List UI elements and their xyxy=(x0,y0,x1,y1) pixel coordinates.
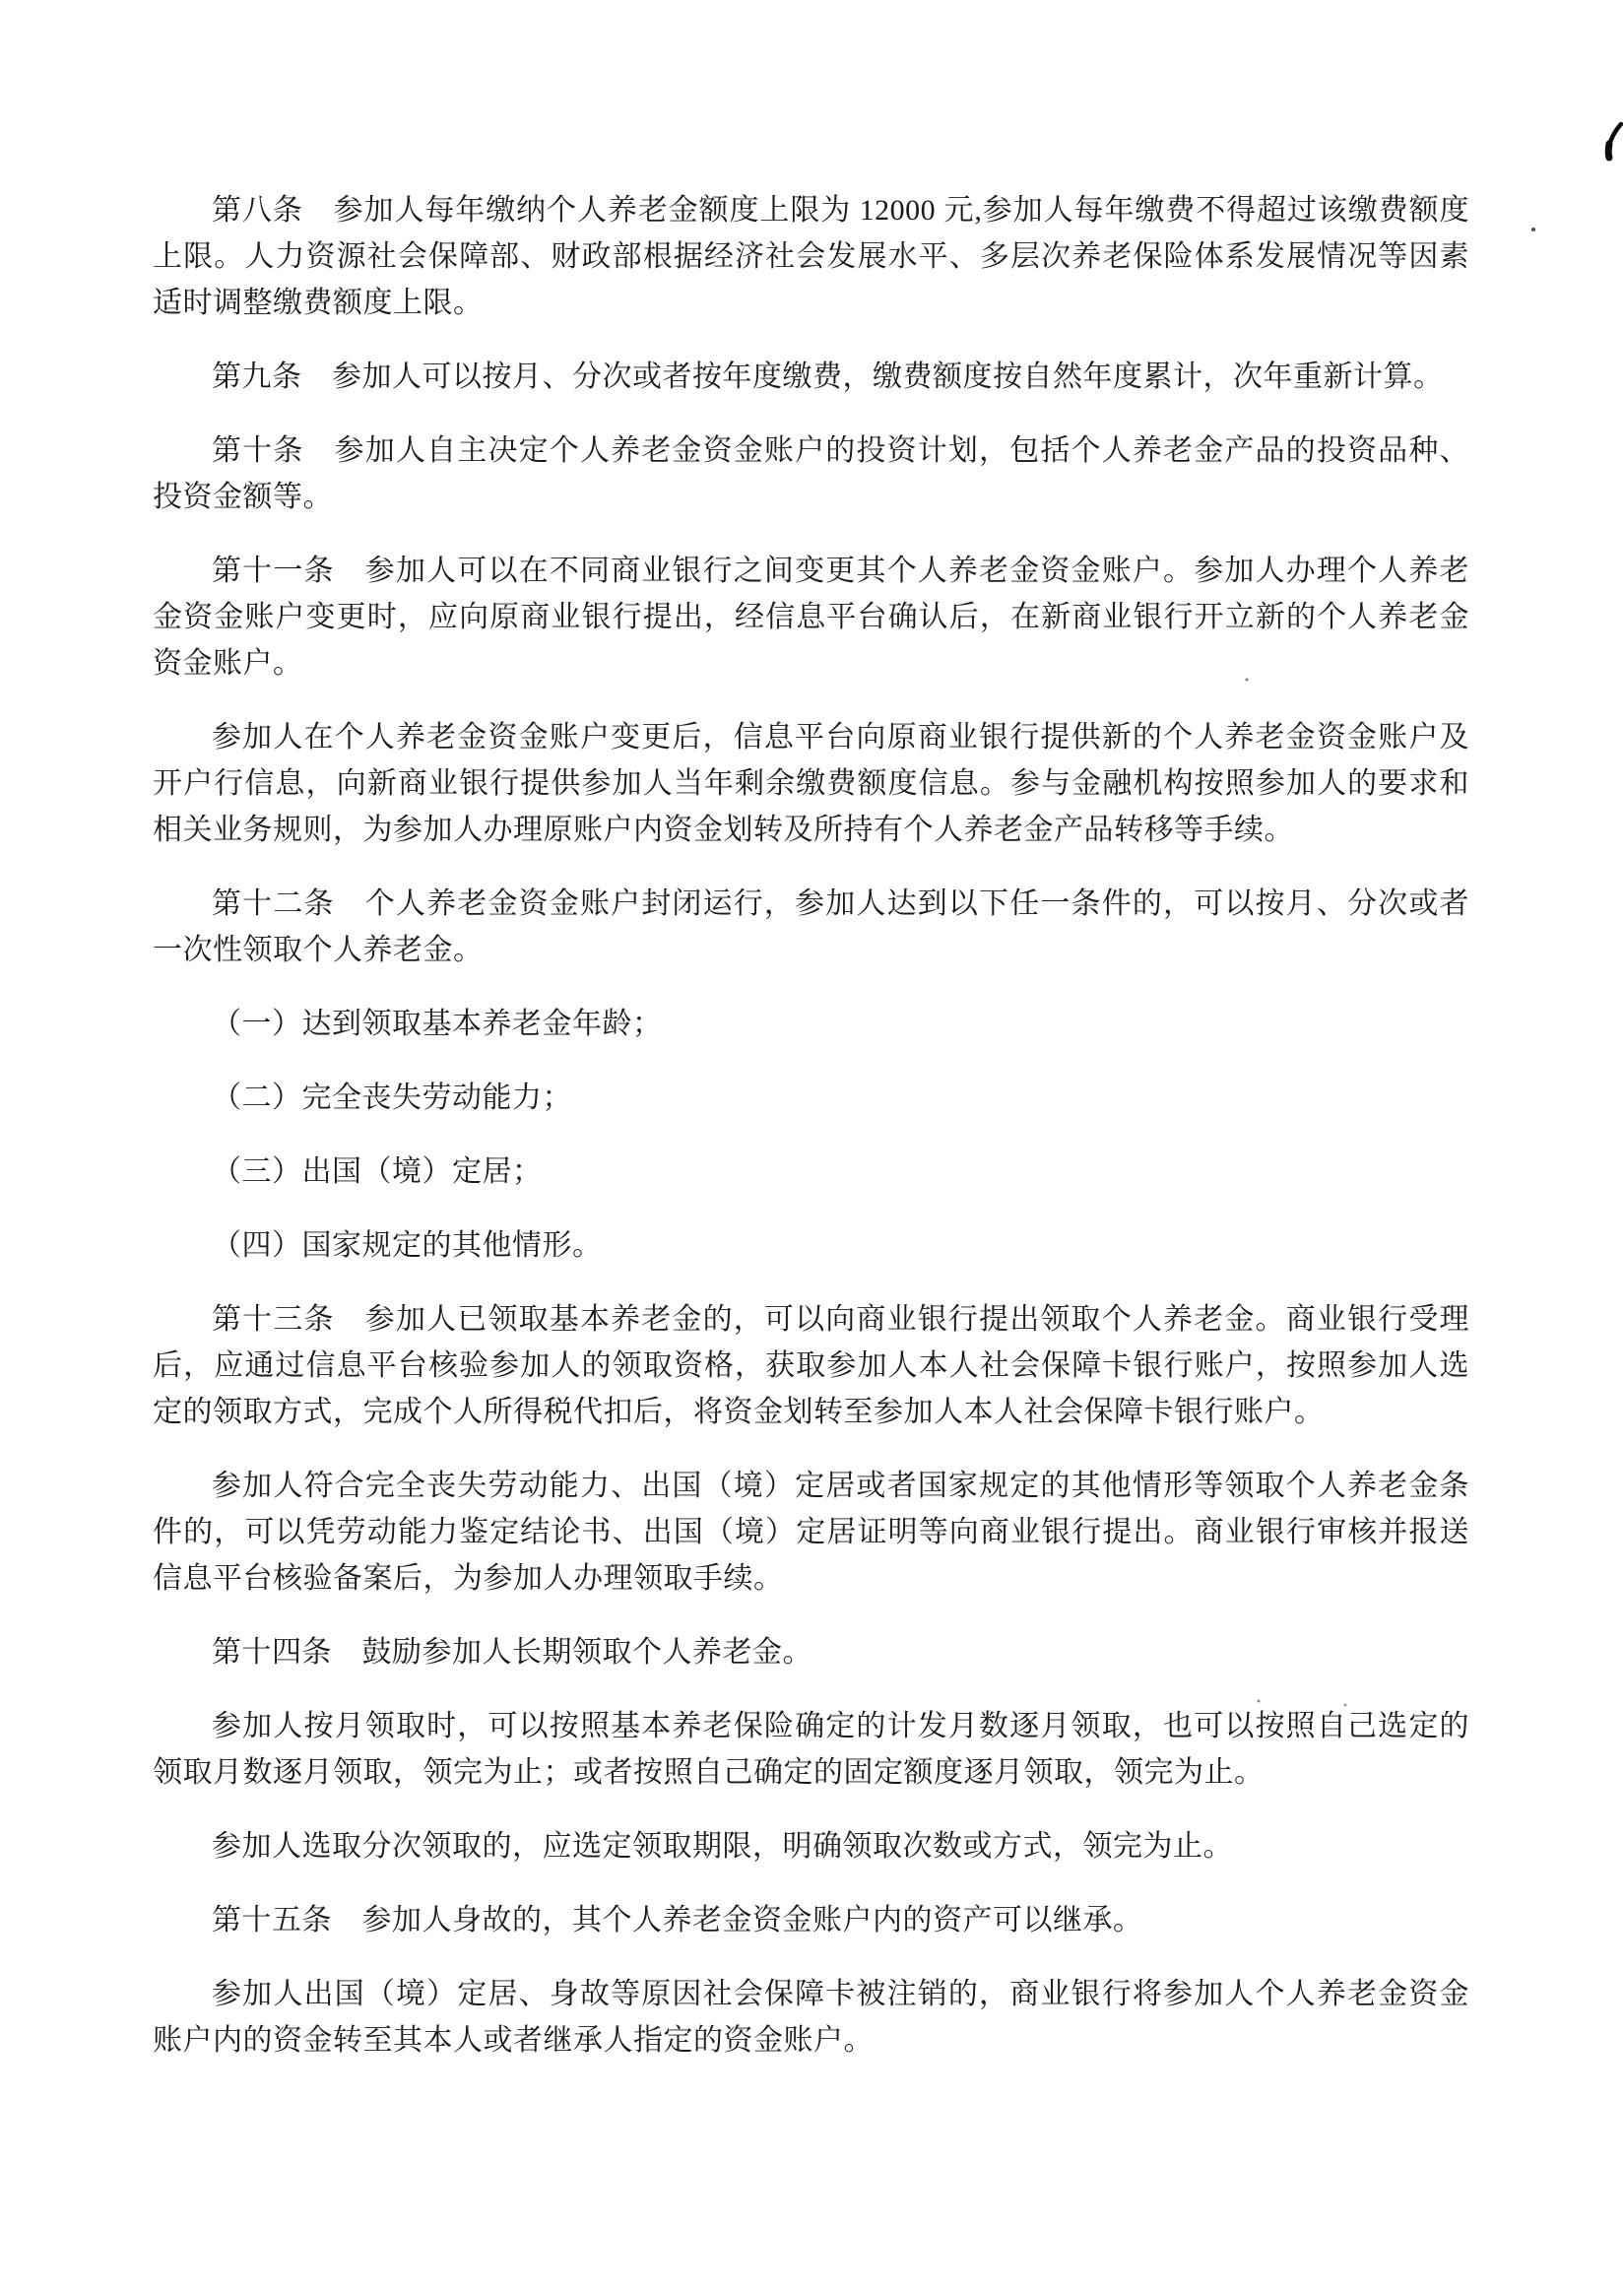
paragraph-article-15-continued: 参加人出国（境）定居、身故等原因社会保障卡被注销的，商业银行将参加人个人养老金资金账户内的资金转至其本人或者继承人指定的资金账户。 xyxy=(153,1978,1469,2057)
document-text-block xyxy=(153,187,1469,2091)
paragraph-article-11: 第十一条 参加人可以在不同商业银行之间变更其个人养老金资金账户。参加人办理个人养老金资金账户变更时，应向原商业银行提出，经信息平台确认后，在新商业银行开立新的个人养老金资金账户。 xyxy=(153,555,1469,680)
scan-speck xyxy=(1531,228,1535,231)
paragraph-article-8: 第八条 参加人每年缴纳个人养老金额度上限为 12000 元,参加人每年缴费不得超过该缴费额度上限。人力资源社会保障部、财政部根据经济社会发展水平、多层次养老保险体系发展情况等因素适时调整缴费额度上限。 xyxy=(153,194,1469,319)
paragraph-article-12: 第十二条 个人养老金资金账户封闭运行，参加人达到以下任一条件的，可以按月、分次或者一次性领取个人养老金。 xyxy=(153,887,1469,966)
paragraph-article-14-installments: 参加人选取分次领取的，应选定领取期限，明确领取次数或方式，领完为止。 xyxy=(212,1830,1233,1863)
paragraph-article-11-continued: 参加人在个人养老金资金账户变更后，信息平台向原商业银行提供新的个人养老金资金账户及开户行信息，向新商业银行提供参加人当年剩余缴费额度信息。参与金融机构按照参加人的要求和相关业务规则，为参加人办理原账户内资金划转及所持有个人养老金产品转移等手续。 xyxy=(153,721,1469,846)
paragraph-article-15: 第十五条 参加人身故的，其个人养老金资金账户内的资产可以继承。 xyxy=(212,1904,1143,1936)
paragraph-article-9: 第九条 参加人可以按月、分次或者按年度缴费，缴费额度按自然年度累计，次年重新计算。 xyxy=(212,361,1444,393)
paragraph-article-10: 第十条 参加人自主决定个人养老金资金账户的投资计划，包括个人养老金产品的投资品种、投资金额等。 xyxy=(153,434,1469,513)
list-item-4: （四）国家规定的其他情形。 xyxy=(212,1229,603,1262)
list-item-2: （二）完全丧失劳动能力； xyxy=(212,1082,572,1114)
paragraph-article-13-continued: 参加人符合完全丧失劳动能力、出国（境）定居或者国家规定的其他情形等领取个人养老金条件的，可以凭劳动能力鉴定结论书、出国（境）定居证明等向商业银行提出。商业银行审核并报送信息平台核验备案后，为参加人办理领取手续。 xyxy=(153,1470,1469,1595)
list-item-3: （三）出国（境）定居； xyxy=(212,1155,543,1188)
pen-stroke-mark xyxy=(1608,124,1621,157)
paragraph-article-14-monthly: 参加人按月领取时，可以按照基本养老保险确定的计发月数逐月领取，也可以按照自己选定的领取月数逐月领取，领完为止；或者按照自己确定的固定额度逐月领取，领完为止。 xyxy=(153,1710,1469,1789)
paragraph-article-13: 第十三条 参加人已领取基本养老金的，可以向商业银行提出领取个人养老金。商业银行受理后，应通过信息平台核验参加人的领取资格，获取参加人本人社会保障卡银行账户，按照参加人选定的领取方式，完成个人所得税代扣后，将资金划转至参加人本人社会保障卡银行账户。 xyxy=(153,1303,1469,1428)
paragraph-article-14: 第十四条 鼓励参加人长期领取个人养老金。 xyxy=(212,1636,812,1669)
pen-stroke-mark-lower xyxy=(1608,144,1609,158)
list-item-1: （一）达到领取基本养老金年龄； xyxy=(212,1008,663,1040)
